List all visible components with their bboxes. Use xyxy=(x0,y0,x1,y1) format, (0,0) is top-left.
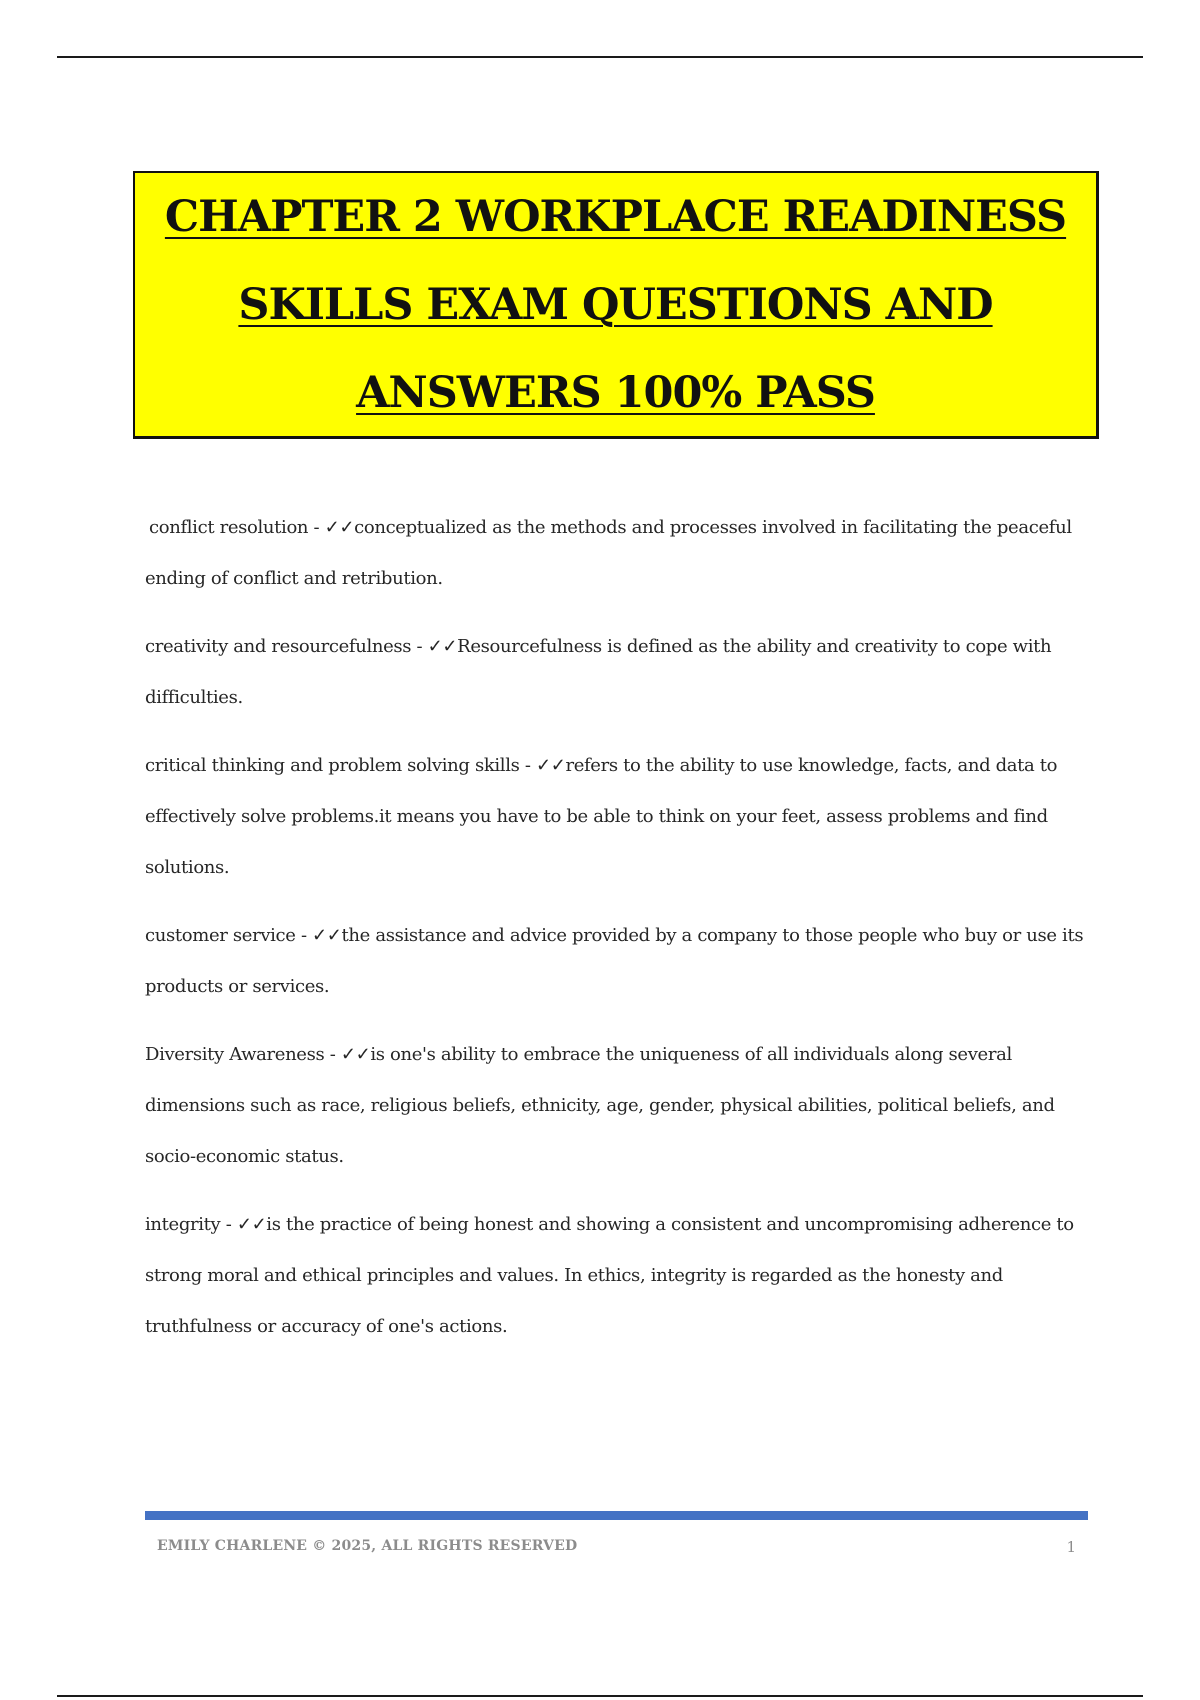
title-box xyxy=(133,171,1099,439)
title-line-2: SKILLS EXAM QUESTIONS AND xyxy=(238,279,993,330)
entry-conflict-resolution: conflict resolution - ✓✓conceptualized as the methods and processes involved in facilitating the peaceful ending of conflict and retribution. xyxy=(145,517,1072,589)
entry-customer-service: customer service - ✓✓the assistance and advice provided by a company to those people who buy or use its products or services. xyxy=(145,925,1084,997)
title-line-3: ANSWERS 100% PASS xyxy=(356,367,875,418)
footer-copyright: EMILY CHARLENE © 2025, ALL RIGHTS RESERVED xyxy=(157,1538,578,1554)
document-body xyxy=(145,502,1093,1369)
top-rule xyxy=(57,56,1143,58)
title-line-1: CHAPTER 2 WORKPLACE READINESS xyxy=(164,191,1067,242)
entry-creativity-resourcefulness: creativity and resourcefulness - ✓✓Resourcefulness is defined as the ability and creativity to cope with difficulties. xyxy=(145,636,1052,708)
entry-diversity-awareness: Diversity Awareness - ✓✓is one's ability to embrace the uniqueness of all individuals along several dimensions such as race, religious beliefs, ethnicity, age, gender, physical abilities, political beliefs, and socio-economic status. xyxy=(145,1044,1055,1167)
page-number: 1 xyxy=(1066,1538,1076,1556)
bottom-rule xyxy=(57,1695,1143,1697)
entry-critical-thinking: critical thinking and problem solving skills - ✓✓refers to the ability to use knowledge, facts, and data to effectively solve problems.it means you have to be able to think on your feet, assess problems and find solutions. xyxy=(145,755,1058,878)
footer-bar xyxy=(145,1511,1088,1520)
entry-integrity: integrity - ✓✓is the practice of being honest and showing a consistent and uncompromising adherence to strong moral and ethical principles and values. In ethics, integrity is regarded as the honesty and truthfulness or accuracy of one's actions. xyxy=(145,1214,1074,1337)
